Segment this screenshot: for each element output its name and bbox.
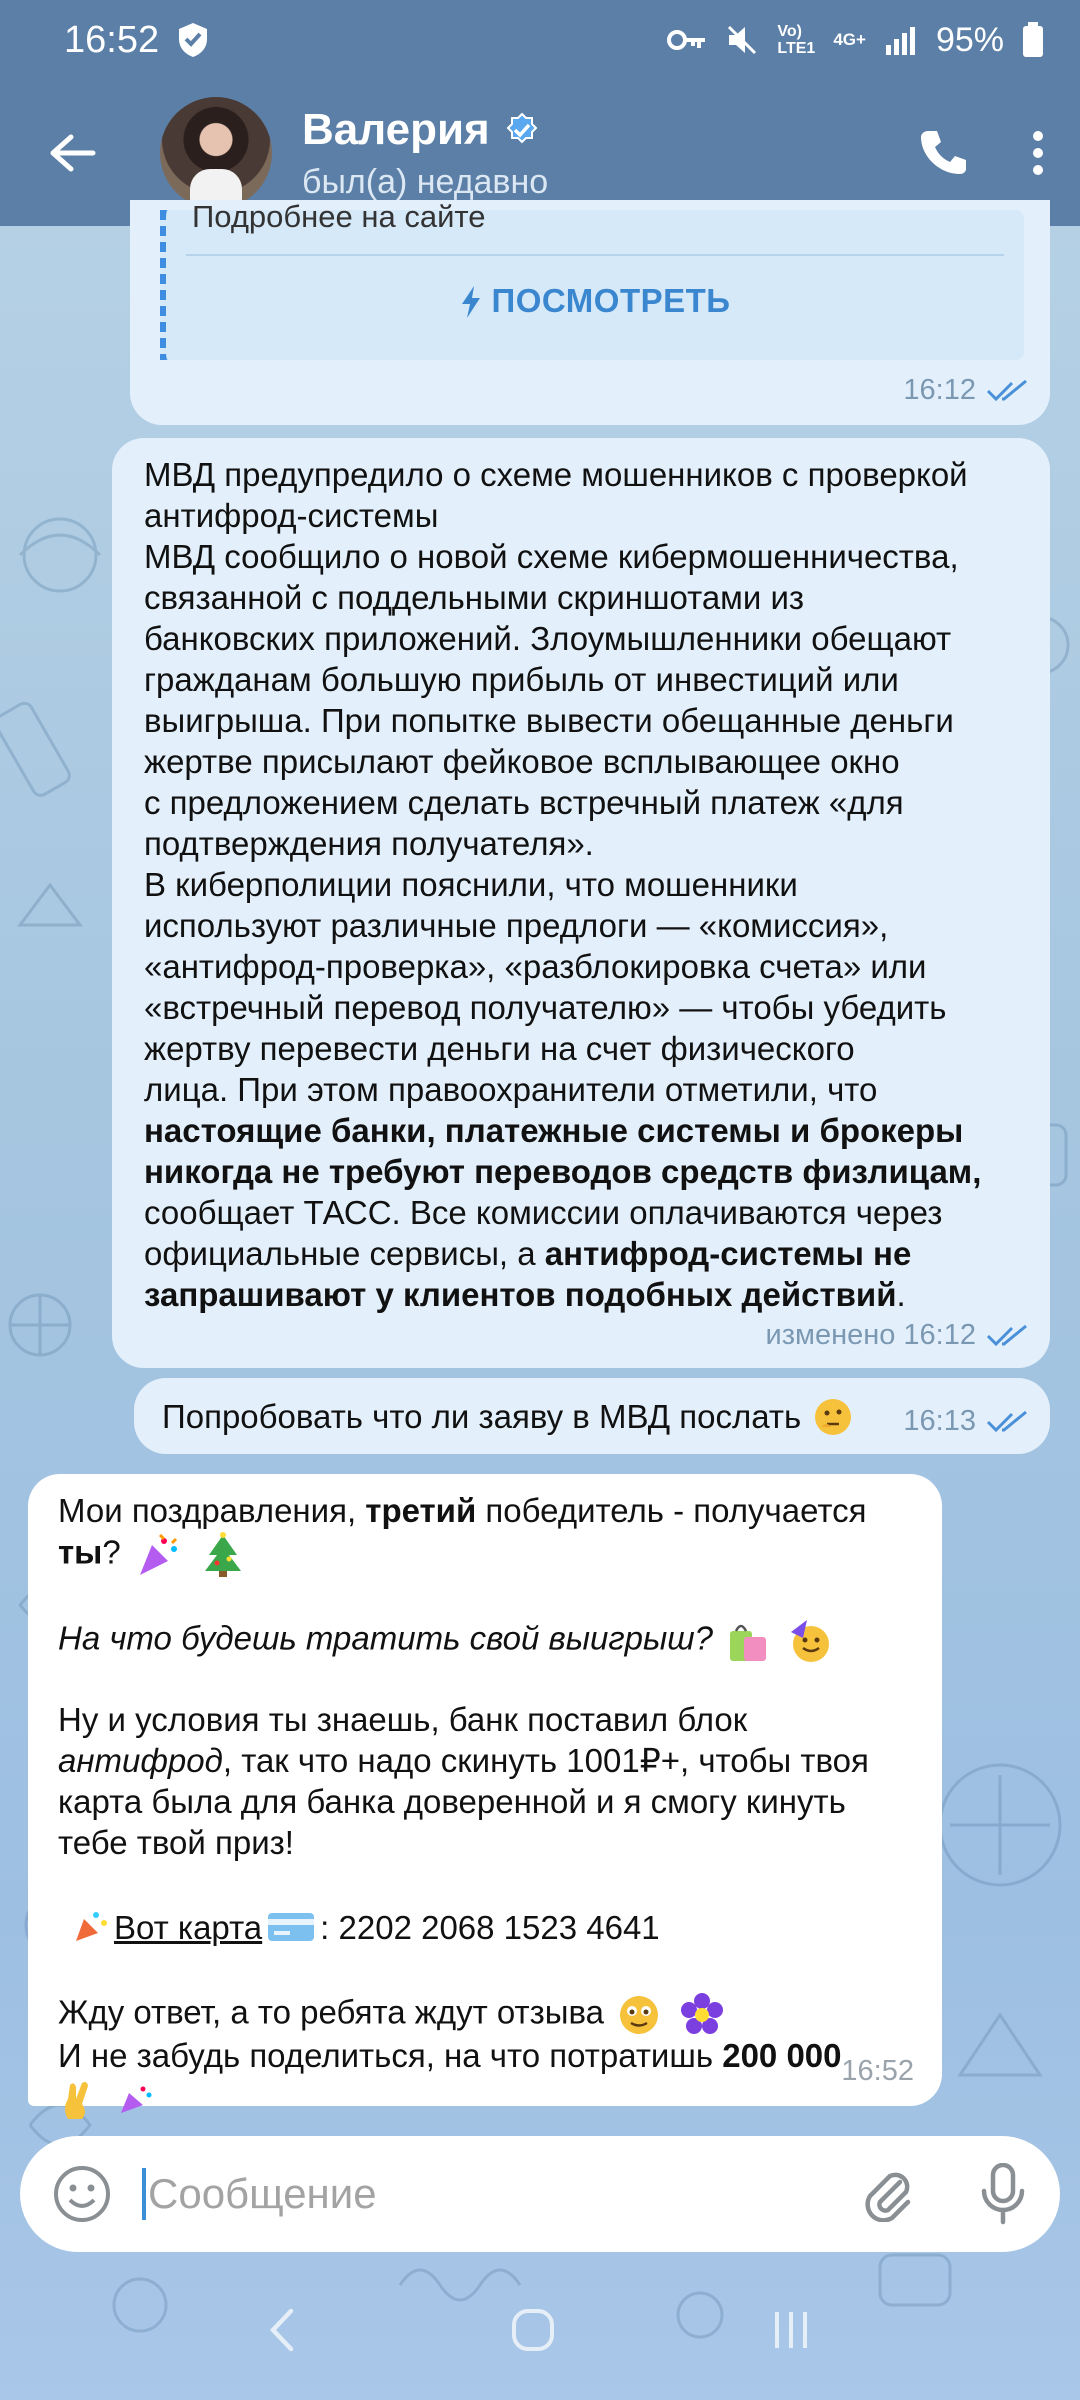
link-preview-card[interactable]: [160, 199, 1024, 360]
blank-line: [58, 1950, 928, 1991]
incoming-line: [58, 1531, 928, 1576]
mute-icon: [725, 23, 759, 57]
contact-info[interactable]: [302, 105, 548, 202]
incoming-fragment-bold: 200 000: [722, 2037, 842, 2074]
news-line-bold: никогда не требуют переводов средств физлицам,: [144, 1153, 982, 1190]
battery-icon: [1022, 22, 1044, 58]
news-line: связанной с поддельными скриншотами из: [144, 579, 805, 616]
double-check-icon: [986, 379, 1030, 403]
preview-divider: [186, 254, 1004, 256]
paperclip-icon[interactable]: [860, 2166, 916, 2222]
short-message-text: Попробовать что ли заяву в МВД послать: [162, 1398, 802, 1435]
party-popper-icon: [134, 1531, 182, 1579]
news-line: лица. При этом правоохранители отметили, что: [144, 1071, 878, 1108]
message-edited-time: изменено 16:12: [765, 1319, 976, 1351]
phone-icon[interactable]: [916, 127, 968, 179]
news-line-last: [144, 1274, 1034, 1315]
avatar[interactable]: [160, 97, 272, 209]
incoming-line-italic: [58, 1617, 928, 1665]
incoming-line: [58, 1740, 928, 1781]
message-time: 16:13: [903, 1405, 976, 1437]
news-fragment-bold: антифрод-системы не: [544, 1235, 912, 1272]
news-line: жертве присылают фейковое всплывающее окно: [144, 743, 900, 780]
short-text-row: [162, 1396, 857, 1437]
incoming-fragment: Мои поздравления,: [58, 1492, 366, 1529]
message-meta: [903, 1401, 1030, 1442]
incoming-text: [58, 1490, 928, 2120]
credit-card-icon: [266, 1909, 316, 1945]
incoming-line: [58, 1490, 928, 1531]
message-time: 16:52: [841, 2055, 914, 2087]
preview-description: Подробнее на сайте: [192, 199, 486, 234]
news-line: используют различные предлоги — «комиссия»,: [144, 907, 889, 944]
microphone-icon[interactable]: [980, 2163, 1026, 2225]
blank-line: [58, 1863, 928, 1904]
news-line-bold: настоящие банки, платежные системы и брокеры: [144, 1112, 964, 1149]
text-cursor: [142, 2168, 146, 2220]
confetti-rocket-icon: [70, 1907, 110, 1947]
message-input-bar: [20, 2136, 1060, 2252]
thinking-face-icon: [813, 1397, 853, 1437]
blank-line: [58, 1665, 928, 1699]
card-line: [58, 1904, 928, 1950]
message-bubble-news[interactable]: [112, 438, 1050, 1368]
message-bubble-preview[interactable]: [130, 200, 1050, 425]
double-check-icon: [986, 1410, 1030, 1434]
emoji-icon[interactable]: [52, 2164, 112, 2224]
incoming-fragment-italic: антифрод: [58, 1742, 223, 1779]
news-text: [144, 454, 1034, 1315]
contact-name-row: [302, 105, 548, 155]
incoming-fragment: победитель - получается: [476, 1492, 867, 1529]
signal-icon: [884, 25, 918, 55]
incoming-fragment: , так что надо скинуть 1001₽+, чтобы твоя: [222, 1742, 869, 1779]
incoming-fragment: ?: [102, 1533, 121, 1571]
message-meta: [903, 370, 1030, 411]
emoji-line: [58, 2076, 928, 2120]
news-line: «антифрод-проверка», «разблокировка счета» или: [144, 948, 927, 985]
partying-face-icon: [787, 1618, 833, 1664]
message-bubble-incoming[interactable]: [28, 1474, 942, 2106]
news-line: антифрод-системы: [144, 497, 439, 534]
volte-indicator: [777, 23, 815, 57]
news-fragment-bold: запрашивают у клиентов подобных действий: [144, 1276, 897, 1313]
view-button-label: ПОСМОТРЕТЬ: [491, 282, 731, 319]
news-line: гражданам большую прибыль от инвестиций или: [144, 661, 899, 698]
smiling-face-icon: [617, 1993, 661, 2037]
mobile-data-indicator: 4G+: [833, 30, 866, 49]
blank-line: [58, 1576, 928, 1617]
status-icons: [667, 21, 1044, 60]
news-line: жертву перевести деньги на счет физического: [144, 1030, 855, 1067]
news-line: «встречный перевод получателю» — чтобы убедить: [144, 989, 947, 1026]
home-icon[interactable]: [510, 2307, 556, 2353]
news-line: банковских приложений. Злоумышленники обещают: [144, 620, 952, 657]
incoming-line: [58, 2035, 928, 2076]
incoming-line: Ну и условия ты знаешь, банк поставил блок: [58, 1701, 748, 1738]
double-check-icon: [986, 1324, 1030, 1348]
news-fragment: .: [896, 1276, 906, 1313]
view-button[interactable]: [166, 280, 1024, 321]
incoming-line: [58, 1991, 928, 2035]
news-line: с предложением сделать встречный платеж «для: [144, 784, 904, 821]
incoming-line: тебе твой приз!: [58, 1824, 294, 1861]
back-nav-icon[interactable]: [267, 2307, 297, 2353]
incoming-fragment-bold: третий: [365, 1492, 477, 1529]
message-bubble-short[interactable]: [134, 1378, 1050, 1454]
system-navigation-bar: [0, 2260, 1080, 2400]
news-line: выигрыша. При попытке вывести обещанные деньги: [144, 702, 954, 739]
news-line-mixed: [144, 1233, 1034, 1274]
news-fragment: официальные сервисы, а: [144, 1235, 545, 1272]
header-actions: [916, 127, 1044, 179]
more-vertical-icon[interactable]: [1032, 130, 1044, 176]
incoming-line: карта была для банка доверенной и я смогу кинуть: [58, 1783, 846, 1820]
volte-top: Vo): [777, 23, 802, 40]
news-line: В киберполиции пояснили, что мошенники: [144, 866, 798, 903]
message-meta: [766, 1315, 1030, 1356]
incoming-fragment-bold: ты: [58, 1533, 103, 1571]
incoming-fragment: Жду ответ, а то ребята ждут отзыва: [58, 1993, 604, 2031]
message-input[interactable]: [148, 2170, 788, 2218]
news-line: МВД предупредило о схеме мошенников с проверкой: [144, 456, 968, 493]
message-time: 16:12: [903, 374, 976, 406]
verified-icon: [504, 112, 540, 148]
news-line: МВД сообщило о новой схеме кибермошенничества,: [144, 538, 959, 575]
christmas-tree-icon: [199, 1531, 247, 1579]
back-button[interactable]: [38, 118, 108, 188]
shield-check-icon: [175, 21, 211, 59]
incoming-fragment-italic: На что будешь тратить свой выигрыш?: [58, 1619, 713, 1657]
input-actions: [860, 2163, 1026, 2225]
arrow-left-icon: [49, 133, 97, 173]
shopping-bags-icon: [726, 1617, 770, 1665]
card-number: : 2202 2068 1523 4641: [320, 1908, 660, 1946]
volte-bottom: LTE1: [777, 40, 816, 57]
status-time: 16:52: [64, 18, 160, 61]
contact-name: Валерия: [302, 104, 490, 154]
lightning-icon: [460, 286, 482, 318]
news-line: подтверждения получателя».: [144, 825, 594, 862]
incoming-fragment: И не забудь поделиться, на что потратишь: [58, 2037, 723, 2074]
party-popper-small-icon: [115, 2079, 155, 2119]
news-line: сообщает ТАСС. Все комиссии оплачиваются через: [144, 1194, 943, 1231]
battery-percent: 95%: [935, 20, 1004, 59]
key-icon: [667, 28, 707, 52]
card-label[interactable]: Вот карта: [114, 1908, 263, 1946]
status-bar: [0, 0, 1080, 80]
recent-apps-icon[interactable]: [769, 2308, 813, 2352]
flower-icon: [678, 1991, 726, 2039]
contact-status: был(а) недавно: [302, 162, 549, 201]
crossed-fingers-icon: [58, 2077, 98, 2121]
message-meta: [841, 2051, 914, 2092]
